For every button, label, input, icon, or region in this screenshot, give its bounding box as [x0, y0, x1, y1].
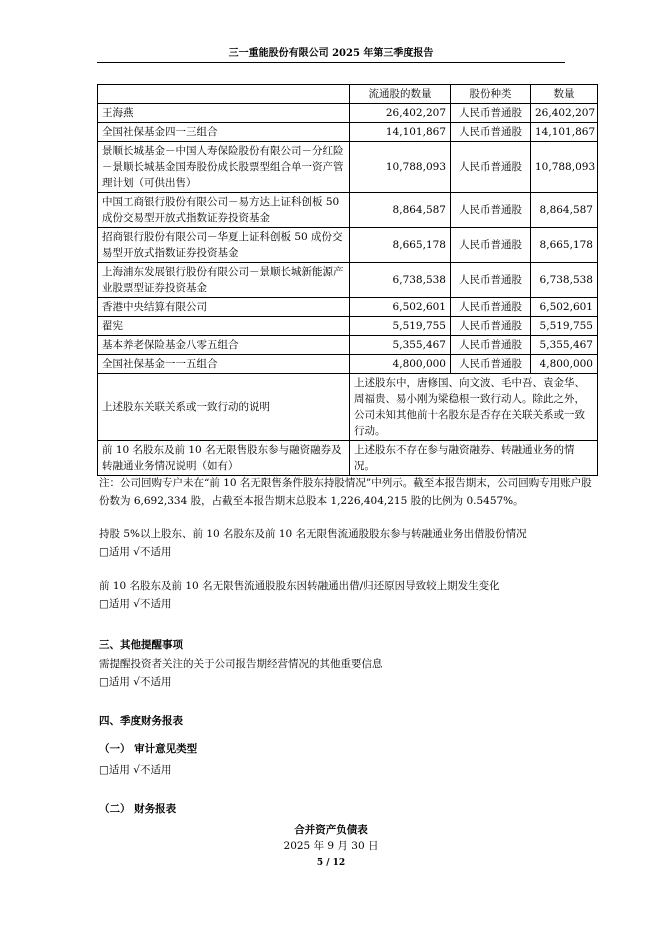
statement-date: 2025 年 9 月 30 日	[283, 840, 379, 852]
table-row	[98, 336, 598, 355]
change-options: □适用 √不适用	[99, 598, 172, 610]
share-type: 人民币普通股	[451, 263, 531, 298]
table-row	[98, 298, 598, 317]
relation-row	[98, 374, 598, 441]
share-qty: 6,738,538	[531, 263, 598, 298]
margin-trading-text: 上述股东不存在参与融资融券、转融通业务的情况。	[350, 441, 598, 476]
share-type: 人民币普通股	[451, 317, 531, 336]
section-4-heading: 四、季度财务报表	[99, 715, 183, 727]
page-number: 5 / 12	[316, 858, 346, 868]
share-qty: 4,800,000	[531, 355, 598, 374]
column-header-count: 流通股的数量	[350, 85, 451, 104]
holder-count: 5,355,467	[350, 336, 451, 355]
share-qty: 6,502,601	[531, 298, 598, 317]
share-qty: 14,101,867	[531, 123, 598, 142]
holder-count: 14,101,867	[350, 123, 451, 142]
holder-name: 全国社保基金四一三组合	[98, 123, 350, 142]
column-header-type: 股份种类	[451, 85, 531, 104]
table-row	[98, 104, 598, 123]
share-qty: 5,519,755	[531, 317, 598, 336]
share-type: 人民币普通股	[451, 355, 531, 374]
holder-count: 6,502,601	[350, 298, 451, 317]
share-type: 人民币普通股	[451, 193, 531, 228]
table-row	[98, 123, 598, 142]
holder-name: 翟宪	[98, 317, 350, 336]
share-qty: 5,355,467	[531, 336, 598, 355]
report-header: 三一重能股份有限公司 2025 年第三季度报告	[228, 48, 434, 59]
share-qty: 26,402,207	[531, 104, 598, 123]
share-type: 人民币普通股	[451, 298, 531, 317]
lending-options: □适用 √不适用	[99, 546, 172, 558]
share-qty: 8,665,178	[531, 228, 598, 263]
holder-name: 上海浦东发展银行股份有限公司－景顺长城新能源产业股票型证券投资基金	[98, 263, 350, 298]
margin-trading-row	[98, 441, 598, 476]
change-title: 前 10 名股东及前 10 名无限售流通股股东因转融通出借/归还原因导致较上期发生变化	[99, 580, 500, 592]
holder-name: 全国社保基金一一五组合	[98, 355, 350, 374]
table-row	[98, 355, 598, 374]
holder-name: 王海燕	[98, 104, 350, 123]
section-3-options: □适用 √不适用	[99, 676, 172, 688]
table-header-row	[98, 85, 598, 104]
section-3-text: 需提醒投资者关注的关于公司报告期经营情况的其他重要信息	[99, 658, 383, 670]
holder-count: 4,800,000	[350, 355, 451, 374]
holder-name: 中国工商银行股份有限公司－易方达上证科创板 50 成份交易型开放式指数证券投资基金	[98, 193, 350, 228]
holder-count: 6,738,538	[350, 263, 451, 298]
table-row	[98, 317, 598, 336]
holder-name: 招商银行股份有限公司－华夏上证科创板 50 成份交易型开放式指数证券投资基金	[98, 228, 350, 263]
holder-count: 5,519,755	[350, 317, 451, 336]
statement-title: 合并资产负债表	[294, 824, 368, 836]
financial-statements-heading: （二） 财务报表	[99, 803, 177, 815]
top-holders-table	[97, 84, 598, 476]
holder-count: 26,402,207	[350, 104, 451, 123]
share-type: 人民币普通股	[451, 142, 531, 193]
table-row	[98, 228, 598, 263]
relation-text: 上述股东中，唐修国、向文波、毛中吾、袁金华、周福贵、易小刚为梁稳根一致行动人。除此之外，公司未知其他前十名股东是否存在关联关系或一致行动。	[350, 374, 598, 441]
holder-name: 基本养老保险基金八零五组合	[98, 336, 350, 355]
holder-count: 8,665,178	[350, 228, 451, 263]
lending-title: 持股 5%以上股东、前 10 名股东及前 10 名无限售流通股股东参与转融通业务出借股份情况	[99, 528, 527, 540]
table-row	[98, 263, 598, 298]
table-row	[98, 142, 598, 193]
audit-opinion-options: □适用 √不适用	[99, 764, 172, 776]
share-type: 人民币普通股	[451, 104, 531, 123]
holder-count: 8,864,587	[350, 193, 451, 228]
section-3-heading: 三、其他提醒事项	[99, 639, 183, 651]
header-divider	[97, 62, 565, 63]
table-row	[98, 193, 598, 228]
holder-name: 香港中央结算有限公司	[98, 298, 350, 317]
share-qty: 8,864,587	[531, 193, 598, 228]
column-header-qty: 数量	[531, 85, 598, 104]
share-qty: 10,788,093	[531, 142, 598, 193]
relation-label: 上述股东关联关系或一致行动的说明	[98, 374, 350, 441]
margin-trading-label: 前 10 名股东及前 10 名无限售股东参与融资融券及转融通业务情况说明（如有）	[98, 441, 350, 476]
repurchase-note: 注：公司回购专户未在“前 10 名无限售条件股东持股情况”中列示。截至本报告期末，公司回购专用账户股份数为 6,692,334 股，占截至本报告期末总股本 1,226,404,215 股的比例为 0.5457%。	[99, 477, 592, 507]
column-header-name	[98, 85, 350, 104]
share-type: 人民币普通股	[451, 228, 531, 263]
share-type: 人民币普通股	[451, 123, 531, 142]
audit-opinion-heading: （一） 审计意见类型	[99, 743, 198, 755]
share-type: 人民币普通股	[451, 336, 531, 355]
holder-count: 10,788,093	[350, 142, 451, 193]
holder-name: 景顺长城基金－中国人寿保险股份有限公司－分红险－景顺长城基金国寿股份成长股票型组合单一资产管理计划（可供出售）	[98, 142, 350, 193]
